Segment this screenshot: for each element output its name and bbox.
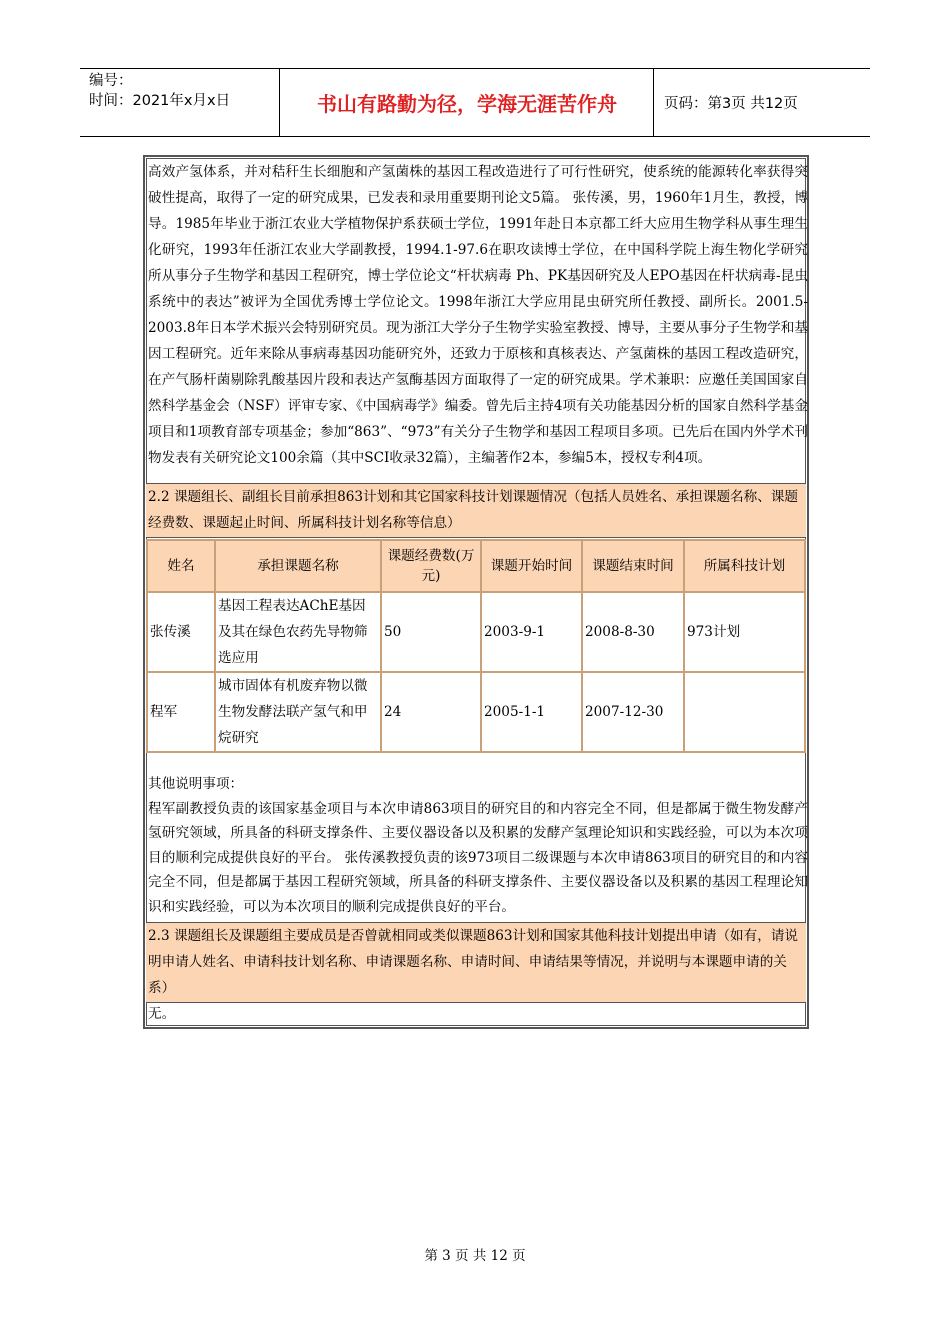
header-meta bbox=[80, 69, 280, 136]
table-cell: 程军 bbox=[147, 672, 215, 752]
other-notes-label: 其他说明事项： bbox=[148, 776, 244, 792]
table-header-cell: 姓名 bbox=[147, 540, 215, 592]
section-2-2-heading: 2.2 课题组长、副组长目前承担863计划和其它国家科技计划课题情况（包括人员姓名、承担课题名称、课题经费数、课题起止时间、所属科技计划名称等信息） bbox=[146, 483, 806, 538]
other-notes-text: 程军副教授负责的该国家基金项目与本次申请863项目的研究目的和内容完全不同，但是都属于微生物发酵产氢研究领域，所具备的科研支撑条件、主要仪器设备以及积累的发酵产氢理论知识和实践经验，可以为本次项目的顺利完成提供良好的平台。 张传溪教授负责的该973项目二级课题与本次申请863项目的研究目的和内容完全不同，但是都属于基因工程研究领域，所具备的科研支撑条件、主要仪器设备以及积累的基因工程理论知识和实践经验，可以为本次项目的顺利完成提供良好的平台。 bbox=[148, 800, 808, 915]
document-number-label: 编号： bbox=[89, 73, 133, 89]
table-header-cell: 所属科技计划 bbox=[684, 540, 805, 592]
table-cell: 24 bbox=[381, 672, 481, 752]
table-cell: 城市固体有机废弃物以微生物发酵法联产氢气和甲烷研究 bbox=[215, 672, 381, 752]
table-cell: 张传溪 bbox=[147, 592, 215, 672]
header-motto: 书山有路勤为径，学海无涯苦作舟 bbox=[281, 69, 654, 136]
table-cell: 50 bbox=[381, 592, 481, 672]
section-2-3-heading: 2.3 课题组长及课题组主要成员是否曾就相同或类似课题863计划和国家其他科技计划提出申请（如有，请说明申请人姓名、申请科技计划名称、申请课题名称、申请时间、申请结果等情况，并说明与本课题申请的关系） bbox=[146, 922, 806, 1003]
table-header-cell: 课题开始时间 bbox=[481, 540, 582, 592]
table-row bbox=[147, 592, 805, 672]
page-header bbox=[80, 68, 870, 137]
table-cell: 2003-9-1 bbox=[481, 592, 582, 672]
table-cell: 基因工程表达AChE基因及其在绿色农药先导物筛选应用 bbox=[215, 592, 381, 672]
table-cell bbox=[684, 672, 805, 752]
table-header-cell: 课题结束时间 bbox=[582, 540, 684, 592]
table-header-cell: 课题经费数(万元) bbox=[381, 540, 481, 592]
biography-paragraph: 高效产氢体系，并对秸秆生长细胞和产氢菌株的基因工程改造进行了可行性研究，使系统的能源转化率获得突破性提高，取得了一定的研究成果，已发表和录用重要期刊论文5篇。 张传溪，男，1960年1月生，教授，博导。1985年毕业于浙江农业大学植物保护系获硕士学位，1991年赴日本京都工纤大应用生物学科从事生理生化研究，1993年任浙江农业大学副教授，1994.1-97.6在职攻读博士学位，在中国科学院上海生物化学研究所从事分子生物学和基因工程研究，博士学位论文“杆状病毒 Ph、PK基因研究及人EPO基因在杆状病毒-昆虫系统中的表达”被评为全国优秀博士学位论文。1998年浙江大学应用昆虫研究所任教授、副所长。2001.5-2003.8年日本学术振兴会特别研究员。现为浙江大学分子生物学实验室教授、博导，主要从事分子生物学和基因工程研究。近年来除从事病毒基因功能研究外，还致力于原核和真核表达、产氢菌株的基因工程改造研究，在产气肠杆菌剔除乳酸基因片段和表达产氢酶基因方面取得了一定的研究成果。学术兼职：应邀任美国国家自然科学基金会（NSF）评审专家、《中国病毒学》编委。曾先后主持4项有关功能基因分析的国家自然科学基金项目和1项教育部专项基金；参加“863”、“973”有关分子生物学和基因工程项目多项。已先后在国内外学术刊物发表有关研究论文100余篇（其中SCI收录32篇），主编著作2本，参编5本，授权专利4项。 bbox=[148, 164, 808, 466]
document-time-label: 时间：2021年x月x日 bbox=[89, 93, 231, 109]
table-header-cell: 承担课题名称 bbox=[215, 540, 381, 592]
table-row bbox=[147, 672, 805, 752]
project-table bbox=[146, 539, 806, 753]
page-footer: 第 3 页 共 12 页 bbox=[424, 1248, 526, 1264]
table-cell: 2007-12-30 bbox=[582, 672, 684, 752]
other-notes bbox=[148, 772, 808, 920]
table-cell: 2005-1-1 bbox=[481, 672, 582, 752]
section-2-3-answer: 无。 bbox=[148, 1006, 176, 1022]
table-cell: 973计划 bbox=[684, 592, 805, 672]
header-page-number: 页码：第3页 共12页 bbox=[664, 96, 798, 112]
table-header-row bbox=[147, 540, 805, 592]
table-cell: 2008-8-30 bbox=[582, 592, 684, 672]
